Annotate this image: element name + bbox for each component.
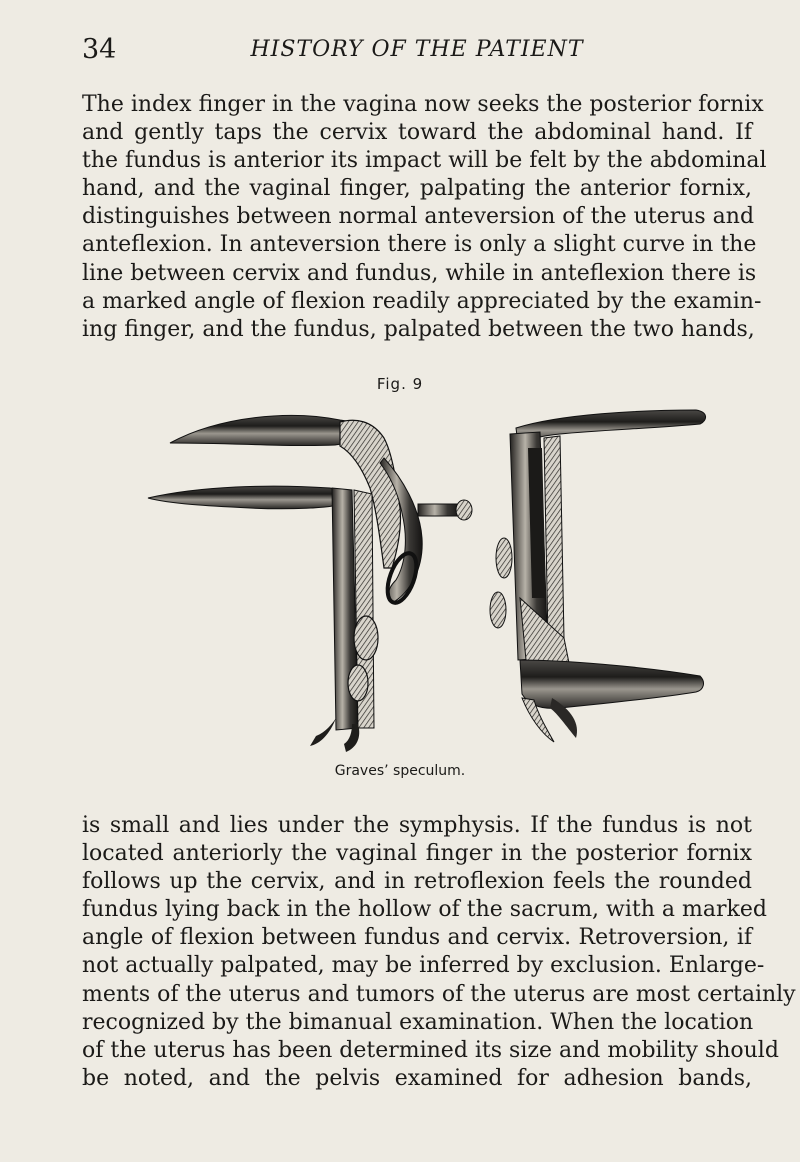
figure-label: Fig. 9 (376, 375, 424, 393)
text-line: is small and lies under the symphysis. If the fundus is not (82, 813, 752, 838)
paragraph-1 (82, 91, 767, 344)
text-line: recognized by the bimanual examination. When the location (82, 1009, 754, 1035)
text-line: fundus lying back in the hollow of the sacrum, with a marked (82, 897, 767, 923)
text-line: ing finger, and the fundus, palpated between the two hands, (82, 316, 755, 342)
text-line: the fundus is anterior its impact will be felt by the abdominal (82, 148, 767, 174)
text-line: ments of the uterus and tumors of the uterus are most certainly (82, 981, 796, 1007)
text-line: angle of flexion between fundus and cervix. Retroversion, if (82, 925, 752, 951)
speculum-left (148, 415, 472, 752)
text-line: hand, and the vaginal finger, palpating the anterior fornix, (82, 176, 752, 202)
text-line: not actually palpated, may be inferred by exclusion. Enlarge- (82, 953, 765, 979)
text-line: The index finger in the vagina now seeks the posterior fornix (82, 92, 764, 117)
text-line: a marked angle of flexion readily appreciated by the examin- (82, 288, 762, 314)
text-line: located anteriorly the vaginal finger in the posterior fornix (82, 841, 752, 867)
speculum-illustration (140, 398, 710, 753)
text-line: of the uterus has been determined its size and mobility should (82, 1037, 779, 1063)
text-line: and gently taps the cervix toward the abdominal hand. If (82, 120, 752, 146)
paragraph-2 (82, 812, 796, 1093)
running-title: HISTORY OF THE PATIENT (250, 37, 584, 62)
page-number: 34 (82, 34, 117, 65)
page-header (82, 34, 752, 68)
text-line: be noted, and the pelvis examined for adhesion bands, (82, 1065, 752, 1091)
text-line: line between cervix and fundus, while in anteflexion there is (82, 260, 757, 286)
text-line: distinguishes between normal anteversion of the uterus and (82, 204, 755, 230)
speculum-right (490, 410, 706, 742)
figure-caption: Graves’ speculum. (334, 763, 466, 779)
text-line: follows up the cervix, and in retroflexion feels the rounded (82, 869, 752, 895)
text-line: anteflexion. In anteversion there is only a slight curve in the (82, 232, 757, 258)
